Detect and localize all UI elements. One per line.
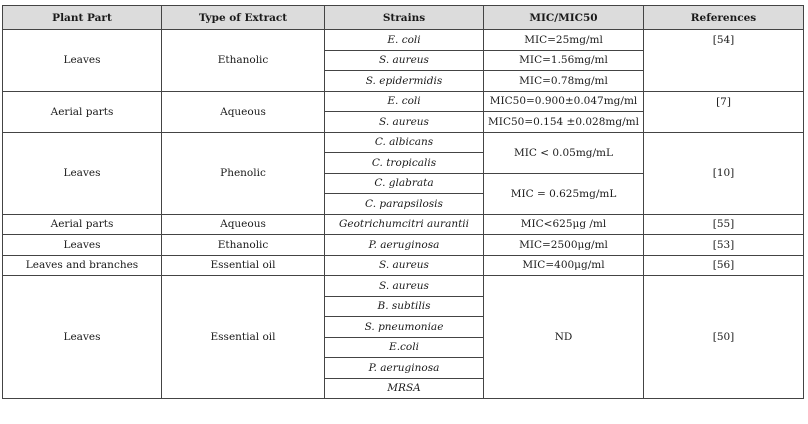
strain-cell: P. aeruginosa bbox=[325, 358, 484, 379]
strain-cell: B. subtilis bbox=[325, 296, 484, 317]
header-references: References bbox=[644, 6, 804, 30]
reference-cell: [50] bbox=[644, 276, 804, 399]
plant-part-cell: Leaves bbox=[3, 132, 162, 214]
strain-cell: S. aureus bbox=[325, 276, 484, 297]
reference-cell: [55] bbox=[644, 214, 804, 235]
reference-cell: [10] bbox=[644, 132, 804, 214]
reference-cell: [53] bbox=[644, 235, 804, 256]
table-row bbox=[3, 214, 804, 235]
mic-table bbox=[2, 5, 804, 399]
extract-type-cell: Aqueous bbox=[162, 91, 325, 132]
strain-cell: C. glabrata bbox=[325, 173, 484, 194]
mic-cell: ND bbox=[484, 276, 644, 399]
header-mic: MIC/MIC50 bbox=[484, 6, 644, 30]
extract-type-cell: Ethanolic bbox=[162, 30, 325, 92]
strain-cell: P. aeruginosa bbox=[325, 235, 484, 256]
plant-part-cell: Leaves bbox=[3, 235, 162, 256]
extract-type-cell: Ethanolic bbox=[162, 235, 325, 256]
table-row bbox=[3, 235, 804, 256]
extract-type-cell: Aqueous bbox=[162, 214, 325, 235]
strain-cell: S. aureus bbox=[325, 255, 484, 276]
mic-cell: MIC50=0.154 ±0.028mg/ml bbox=[484, 112, 644, 133]
table-row bbox=[3, 255, 804, 276]
mic-cell: MIC=25mg/ml bbox=[484, 30, 644, 51]
strain-cell: S. aureus bbox=[325, 112, 484, 133]
table-header-row bbox=[3, 6, 804, 30]
plant-part-cell: Aerial parts bbox=[3, 91, 162, 132]
mic-cell: MIC=0.78mg/ml bbox=[484, 71, 644, 92]
plant-part-cell: Aerial parts bbox=[3, 214, 162, 235]
reference-cell: [7] bbox=[644, 91, 804, 132]
plant-part-cell: Leaves bbox=[3, 30, 162, 92]
mic-cell: MIC<625μg /ml bbox=[484, 214, 644, 235]
mic-cell: MIC=1.56mg/ml bbox=[484, 50, 644, 71]
mic-cell: MIC < 0.05mg/mL bbox=[484, 132, 644, 173]
table-row bbox=[3, 30, 804, 51]
extract-type-cell: Essential oil bbox=[162, 255, 325, 276]
mic-cell: MIC=2500μg/ml bbox=[484, 235, 644, 256]
mic-cell: MIC50=0.900±0.047mg/ml bbox=[484, 91, 644, 112]
strain-cell: C. tropicalis bbox=[325, 153, 484, 174]
strain-cell: E.coli bbox=[325, 337, 484, 358]
header-type-of-extract: Type of Extract bbox=[162, 6, 325, 30]
strain-cell: S. pneumoniae bbox=[325, 317, 484, 338]
table-row bbox=[3, 91, 804, 112]
header-plant-part: Plant Part bbox=[3, 6, 162, 30]
extract-type-cell: Essential oil bbox=[162, 276, 325, 399]
extract-type-cell: Phenolic bbox=[162, 132, 325, 214]
strain-cell: S. aureus bbox=[325, 50, 484, 71]
reference-cell: [56] bbox=[644, 255, 804, 276]
strain-cell: C. parapsilosis bbox=[325, 194, 484, 215]
plant-part-cell: Leaves bbox=[3, 276, 162, 399]
strain-cell: S. epidermidis bbox=[325, 71, 484, 92]
header-strains: Strains bbox=[325, 6, 484, 30]
strain-cell: C. albicans bbox=[325, 132, 484, 153]
strain-cell: E. coli bbox=[325, 91, 484, 112]
reference-cell: [54] bbox=[644, 30, 804, 92]
strain-cell: MRSA bbox=[325, 378, 484, 399]
strain-cell: Geotrichumcitri aurantii bbox=[325, 214, 484, 235]
mic-cell: MIC=400μg/ml bbox=[484, 255, 644, 276]
strain-cell: E. coli bbox=[325, 30, 484, 51]
mic-cell: MIC = 0.625mg/mL bbox=[484, 173, 644, 214]
table-row bbox=[3, 276, 804, 297]
plant-part-cell: Leaves and branches bbox=[3, 255, 162, 276]
table-row bbox=[3, 132, 804, 153]
